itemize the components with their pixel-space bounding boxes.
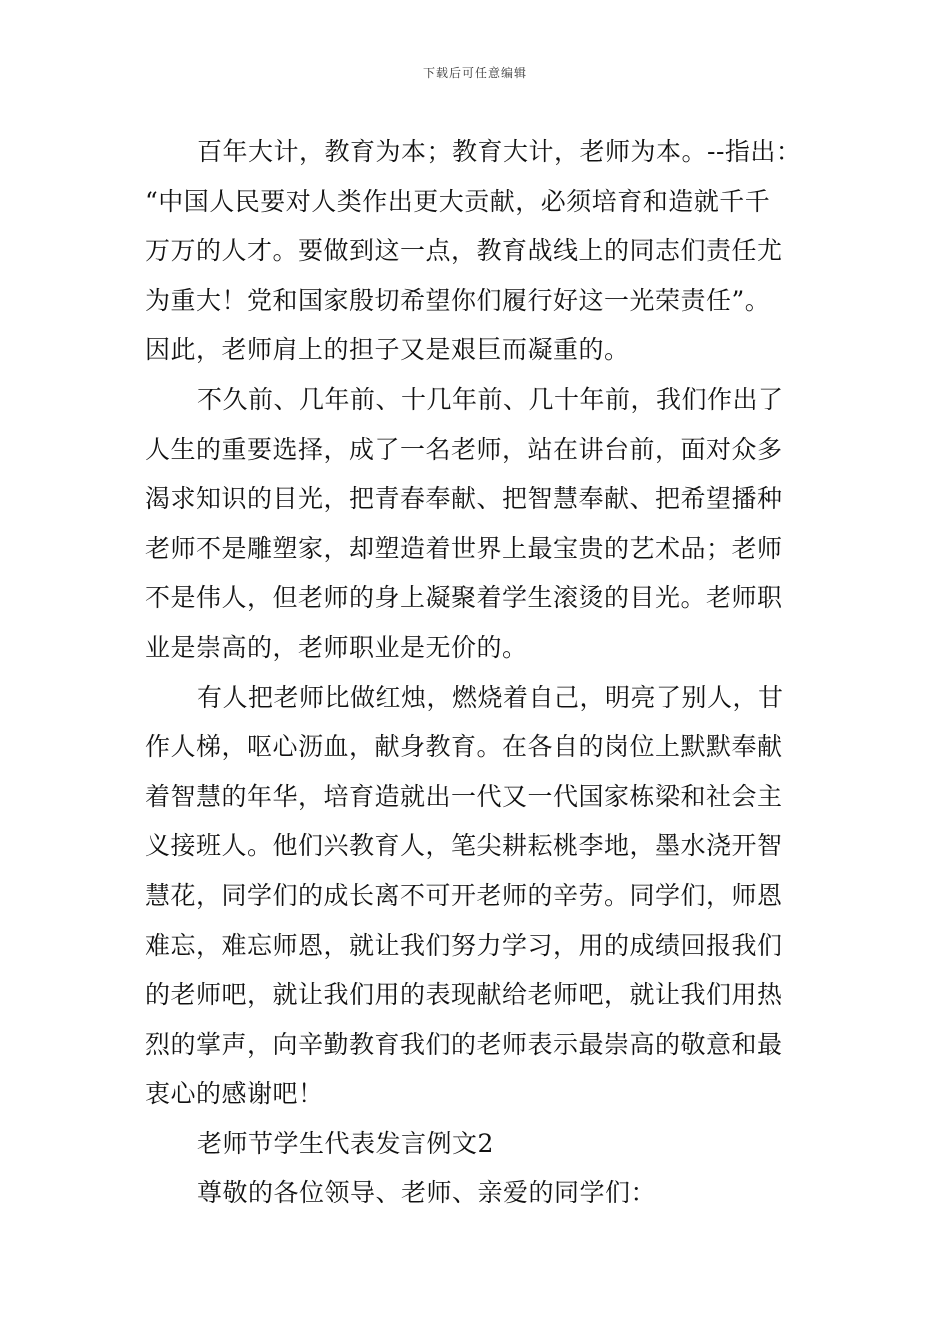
page-header: 下载后可任意编辑 <box>422 66 527 80</box>
text-line: 因此，老师肩上的担子又是艰巨而凝重的。 <box>145 335 630 365</box>
text-line: 为重大！党和国家殷切希望你们履行好这一光荣责任”。 <box>145 285 771 315</box>
text-line: 有人把老师比做红烛，燃烧着自己，明亮了别人，甘 <box>197 682 784 712</box>
text-line: 不是伟人，但老师的身上凝聚着学生滚烫的目光。老师职 <box>145 583 783 613</box>
text-line: 的老师吧，就让我们用的表现献给老师吧，就让我们用热 <box>145 980 783 1010</box>
paragraph-3 <box>145 673 810 1119</box>
heading-text: 老师节学生代表发言例文2 <box>197 1128 494 1158</box>
text-line: 烈的掌声，向辛勤教育我们的老师表示最崇高的敬意和最 <box>145 1029 783 1059</box>
text-line: 渴求知识的目光，把青春奉献、把智慧奉献、把希望播种 <box>145 484 783 514</box>
paragraph-2 <box>145 375 810 673</box>
text-line: 难忘，难忘师恩，就让我们努力学习，用的成绩回报我们 <box>145 930 783 960</box>
text-line: 作人梯，呕心沥血，献身教育。在各自的岗位上默默奉献 <box>145 732 783 762</box>
text-line: 万万的人才。要做到这一点，教育战线上的同志们责任尤 <box>145 236 783 266</box>
text-line: 老师不是雕塑家，却塑造着世界上最宝贵的艺术品；老师 <box>145 533 783 563</box>
paragraph-1 <box>145 127 810 375</box>
text-line: 慧花，同学们的成长离不可开老师的辛劳。同学们，师恩 <box>145 880 783 910</box>
text-line: 着智慧的年华，培育造就出一代又一代国家栋梁和社会主 <box>145 781 783 811</box>
salutation-text: 尊敬的各位领导、老师、亲爱的同学们： <box>197 1178 657 1208</box>
text-line: 人生的重要选择，成了一名老师，站在讲台前，面对众多 <box>145 434 783 464</box>
text-line: 衷心的感谢吧！ <box>145 1079 324 1109</box>
document-body <box>145 127 810 1218</box>
text-line: 义接班人。他们兴教育人，笔尖耕耘桃李地，墨水浇开智 <box>145 831 783 861</box>
text-line: “中国人民要对人类作出更大贡献，必须培育和造就千千 <box>145 186 771 216</box>
text-line: 业是崇高的，老师职业是无价的。 <box>145 632 528 662</box>
section-heading <box>145 1119 810 1169</box>
text-line: 不久前、几年前、十几年前、几十年前，我们作出了 <box>197 384 784 414</box>
text-line: 百年大计，教育为本；教育大计，老师为本。--指出： <box>197 137 802 166</box>
salutation <box>145 1168 810 1218</box>
